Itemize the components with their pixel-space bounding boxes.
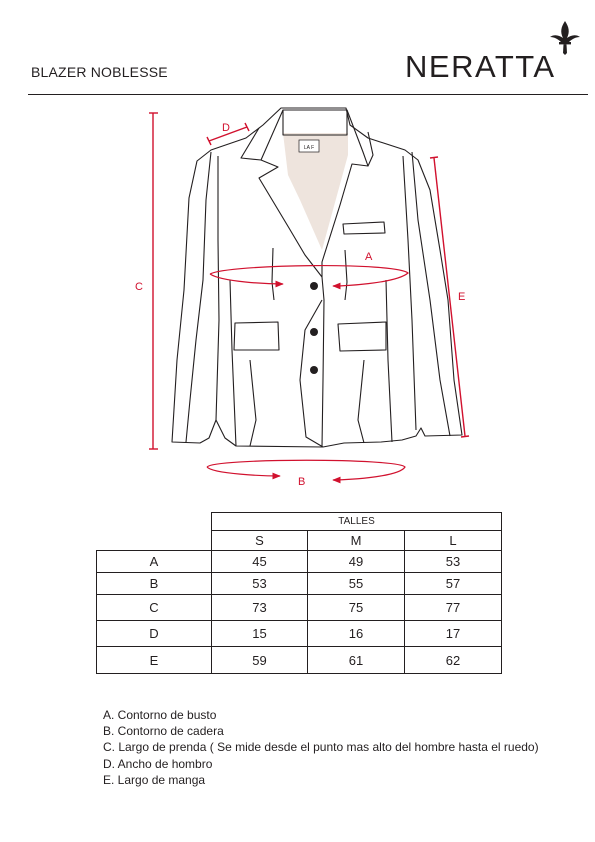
- button-2: [310, 328, 318, 336]
- neck-tag-text: LA F: [303, 145, 315, 151]
- button-3: [310, 366, 318, 374]
- brand-wordmark: NERATTA: [405, 49, 556, 84]
- table-group-header: TALLES: [212, 513, 502, 531]
- legend-item: B. Contorno de cadera: [103, 724, 224, 739]
- legend-item: C. Largo de prenda ( Se mide desde el punto mas alto del hombre hasta el ruedo): [103, 740, 539, 755]
- pocket-left: [234, 322, 279, 350]
- blazer-diagram: [0, 100, 595, 500]
- row-label: A: [97, 551, 212, 573]
- button-1: [310, 282, 318, 290]
- legend-item: A. Contorno de busto: [103, 708, 217, 722]
- label-c: C: [135, 281, 143, 293]
- row-label: C: [97, 595, 212, 621]
- table-cell: 77: [405, 595, 502, 621]
- row-label: E: [97, 647, 212, 674]
- table-row: [97, 621, 502, 647]
- measurement-legend: [103, 707, 539, 788]
- document-title: BLAZER NOBLESSE: [31, 64, 168, 80]
- pocket-right: [338, 322, 386, 351]
- table-cell: 53: [405, 551, 502, 573]
- label-d: D: [222, 122, 230, 134]
- fleur-de-lis-icon: [548, 20, 582, 56]
- front-edge: [322, 277, 324, 447]
- header-divider: [28, 94, 588, 95]
- measure-c: [149, 113, 158, 449]
- legend-item: E. Largo de manga: [103, 772, 206, 787]
- table-cell: 62: [405, 647, 502, 674]
- measure-a: [210, 266, 408, 286]
- table-cell: 45: [212, 551, 308, 573]
- table-cell: 75: [308, 595, 405, 621]
- table-cell: 59: [212, 647, 308, 674]
- table-cell: 55: [308, 573, 405, 595]
- table-cell: 15: [212, 621, 308, 647]
- chest-pocket: [343, 222, 385, 234]
- table-cell: 16: [308, 621, 405, 647]
- measure-b: [207, 460, 405, 480]
- table-cell: 73: [212, 595, 308, 621]
- size-table: [96, 512, 502, 674]
- table-cell: 57: [405, 573, 502, 595]
- row-label: D: [97, 621, 212, 647]
- table-cell: 17: [405, 621, 502, 647]
- collar-back: [283, 110, 347, 135]
- table-row: [97, 551, 502, 573]
- table-cell: 61: [308, 647, 405, 674]
- label-b: B: [298, 476, 306, 488]
- legend-item: D. Ancho de hombro: [103, 756, 213, 771]
- row-label: B: [97, 573, 212, 595]
- size-header: S: [212, 531, 308, 551]
- label-a: A: [365, 251, 373, 263]
- table-row: [97, 573, 502, 595]
- table-cell: 49: [308, 551, 405, 573]
- table-cell: 53: [212, 573, 308, 595]
- table-row: [97, 647, 502, 674]
- size-header: M: [308, 531, 405, 551]
- label-e: E: [458, 291, 466, 303]
- size-header: L: [405, 531, 502, 551]
- table-row: [97, 595, 502, 621]
